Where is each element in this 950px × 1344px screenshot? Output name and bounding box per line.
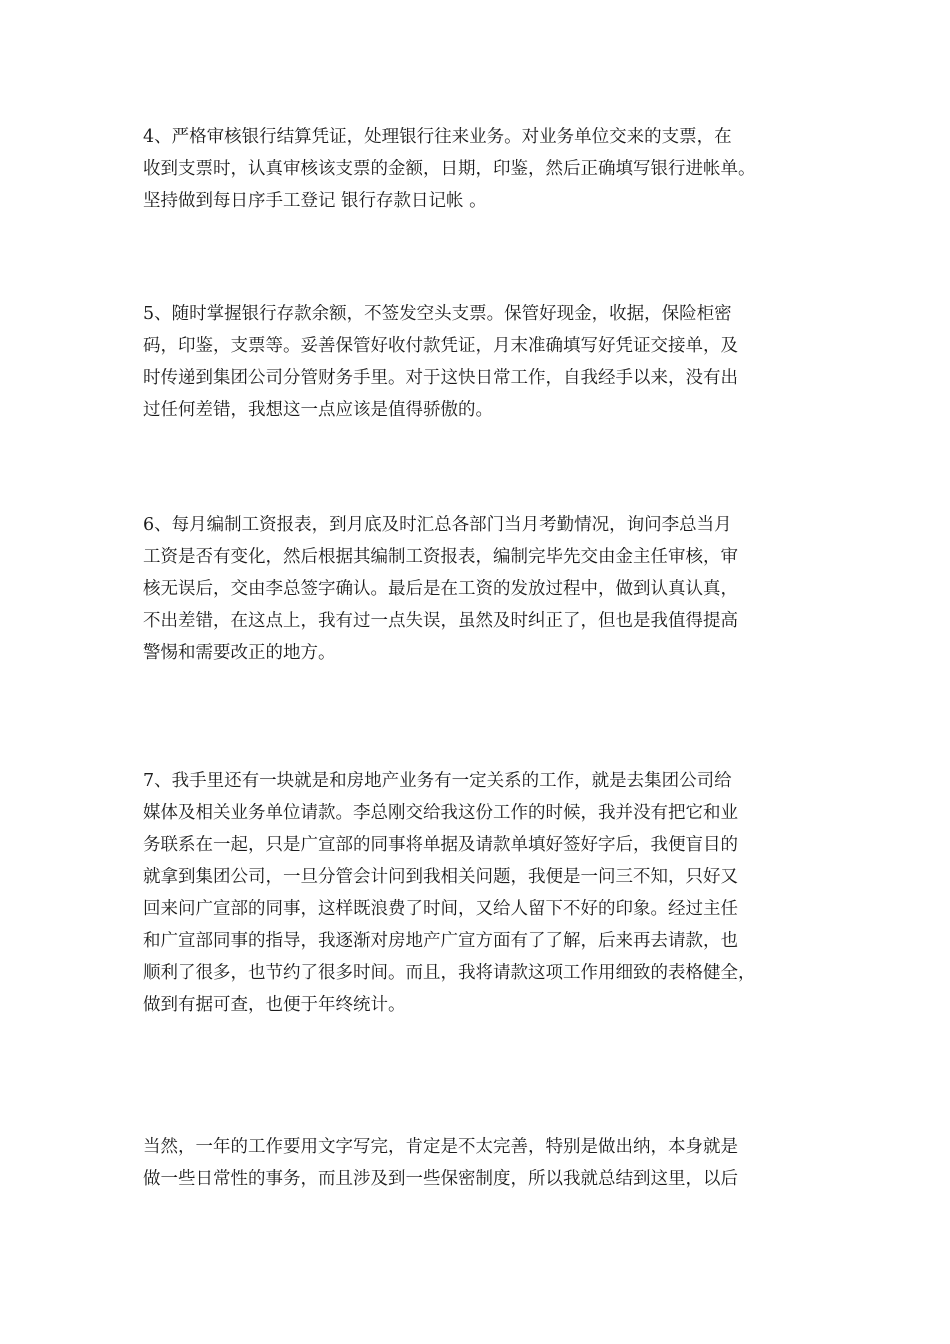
text-line: 和广宣部同事的指导，我逐渐对房地产广宣方面有了了解，后来再去请款，也 bbox=[143, 931, 738, 951]
text-line: 4、严格审核银行结算凭证，处理银行往来业务。对业务单位交来的支票，在 bbox=[143, 127, 732, 147]
text-line: 做一些日常性的事务，而且涉及到一些保密制度，所以我就总结到这里，以后 bbox=[143, 1169, 738, 1189]
paragraph-item-5 bbox=[143, 298, 738, 426]
text-line: 当然，一年的工作要用文字写完，肯定是不太完善，特别是做出纳，本身就是 bbox=[143, 1137, 738, 1157]
text-line: 顺利了很多，也节约了很多时间。而且，我将请款这项工作用细致的表格健全， bbox=[143, 963, 756, 983]
text-line: 时传递到集团公司分管财务手里。对于这快日常工作，自我经手以来，没有出 bbox=[143, 368, 738, 388]
text-line: 媒体及相关业务单位请款。李总刚交给我这份工作的时候，我并没有把它和业 bbox=[143, 803, 738, 823]
text-line: 务联系在一起，只是广宣部的同事将单据及请款单填好签好字后，我便盲目的 bbox=[143, 835, 738, 855]
text-line: 回来问广宣部的同事，这样既浪费了时间，又给人留下不好的印象。经过主任 bbox=[143, 899, 738, 919]
paragraph-item-7 bbox=[143, 765, 756, 1021]
text-line: 做到有据可查，也便于年终统计。 bbox=[143, 995, 406, 1015]
paragraph-item-6 bbox=[143, 509, 738, 669]
text-line: 核无误后，交由李总签字确认。最后是在工资的发放过程中，做到认真认真， bbox=[143, 579, 738, 599]
text-line: 收到支票时，认真审核该支票的金额，日期，印鉴，然后正确填写银行进帐单。 bbox=[143, 159, 756, 179]
text-line: 就拿到集团公司，一旦分管会计问到我相关问题，我便是一问三不知，只好又 bbox=[143, 867, 738, 887]
text-line: 不出差错，在这点上，我有过一点失误，虽然及时纠正了，但也是我值得提高 bbox=[143, 611, 738, 631]
text-line: 6、每月编制工资报表，到月底及时汇总各部门当月考勤情况，询问李总当月 bbox=[143, 515, 732, 535]
text-line: 5、随时掌握银行存款余额，不签发空头支票。保管好现金，收据，保险柜密 bbox=[143, 304, 732, 324]
text-line: 过任何差错，我想这一点应该是值得骄傲的。 bbox=[143, 400, 493, 420]
text-line: 7、我手里还有一块就是和房地产业务有一定关系的工作，就是去集团公司给 bbox=[143, 771, 732, 791]
paragraph-conclusion bbox=[143, 1131, 738, 1195]
text-line: 坚持做到每日序手工登记 银行存款日记帐 。 bbox=[143, 191, 487, 211]
paragraph-item-4 bbox=[143, 121, 756, 217]
text-line: 警惕和需要改正的地方。 bbox=[143, 643, 336, 663]
text-line: 码，印鉴，支票等。妥善保管好收付款凭证，月末准确填写好凭证交接单，及 bbox=[143, 336, 738, 356]
text-line: 工资是否有变化，然后根据其编制工资报表，编制完毕先交由金主任审核，审 bbox=[143, 547, 738, 567]
